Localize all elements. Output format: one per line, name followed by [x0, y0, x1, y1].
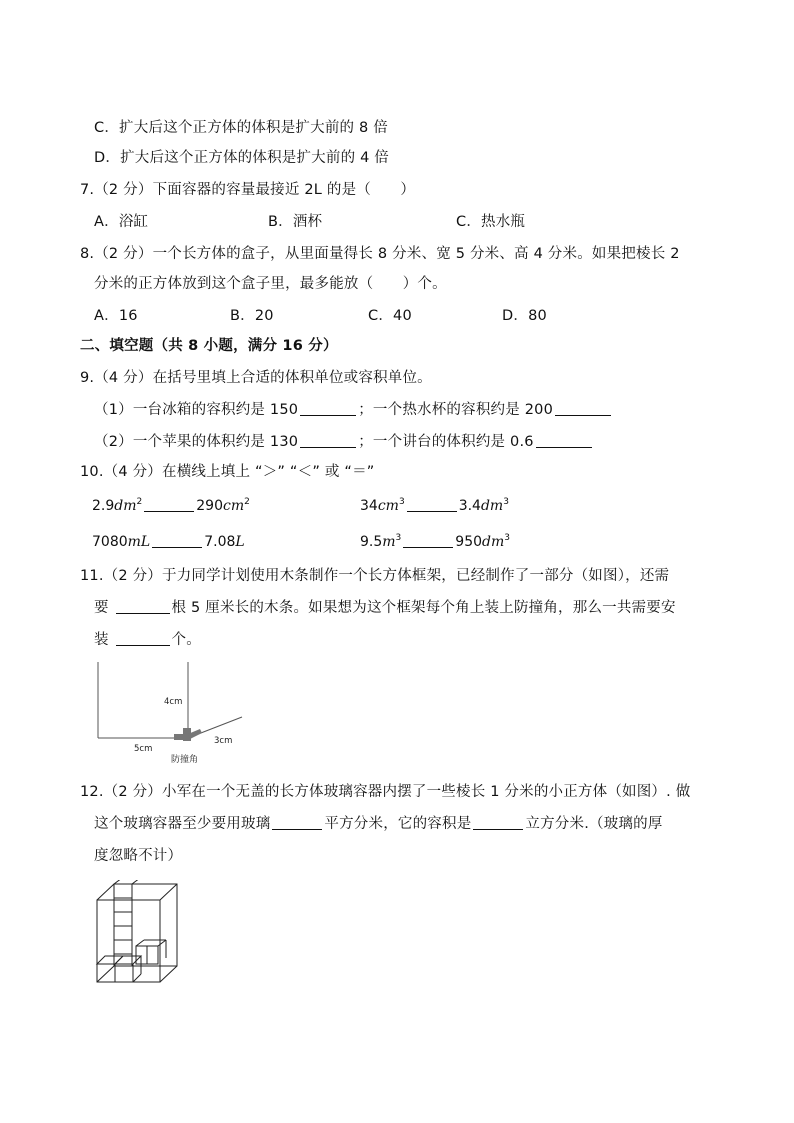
- q8-option-d: D．80: [502, 308, 547, 324]
- answer-blank[interactable]: [152, 533, 202, 548]
- q9-part1-b: ；一个热水杯的容积约是 200: [358, 402, 554, 418]
- value: 290: [196, 498, 223, 514]
- q10-compare-4: [360, 532, 510, 552]
- unit: cm: [377, 498, 399, 514]
- answer-blank[interactable]: [272, 815, 322, 830]
- value: 3.4: [458, 498, 481, 514]
- value: 950: [455, 534, 483, 550]
- unit: m: [382, 534, 396, 550]
- exponent: 2: [136, 497, 143, 507]
- text: 平方分米，它的容积是: [324, 816, 472, 832]
- section-title: 二、填空题（共 8 小题，满分 16 分）: [80, 338, 338, 354]
- q8-stem-line2: 分米的正方体放到这个盒子里，最多能放（ ）个。: [94, 276, 447, 292]
- q12-glass-container-figure: [92, 880, 192, 990]
- value: 7080: [92, 534, 128, 550]
- answer-blank[interactable]: [144, 497, 194, 512]
- unit: cm: [222, 498, 245, 514]
- answer-blank[interactable]: [116, 599, 170, 614]
- q6-option-c: C．扩大后这个正方体的体积是扩大前的 8 倍: [94, 120, 388, 136]
- label-4cm: 4cm: [164, 697, 183, 707]
- value: 2.9: [92, 498, 115, 514]
- cube-row: [115, 964, 133, 982]
- exponent: 2: [244, 497, 250, 507]
- q9-part2-b: ；一个讲台的体积约是 0.6: [358, 434, 534, 450]
- q12-line1: 12.（2 分）小军在一个无盖的长方体玻璃容器内摆了一些棱长 1 分米的小正方体（如图）. 做: [80, 784, 691, 800]
- q10-compare-1: [92, 496, 250, 516]
- answer-blank[interactable]: [300, 433, 356, 448]
- answer-blank[interactable]: [555, 401, 611, 416]
- q7-option-b: B．酒杯: [268, 214, 323, 230]
- unit: mL: [127, 534, 151, 550]
- container-edge: [97, 966, 114, 982]
- container-edge: [160, 966, 177, 982]
- q9-part1-a: （1）一台冰箱的容积约是 150: [94, 402, 299, 418]
- unit: dm: [482, 534, 505, 550]
- answer-blank[interactable]: [473, 815, 523, 830]
- q7-stem: 7.（2 分）下面容器的容量最接近 2L 的是（ ）: [80, 182, 416, 198]
- answer-blank[interactable]: [116, 631, 170, 646]
- q11-line3: [94, 630, 201, 650]
- q9-stem: 9.（4 分）在括号里填上合适的体积单位或容积单位。: [80, 370, 432, 386]
- q8-stem-line1: 8.（2 分）一个长方体的盒子，从里面量得长 8 分米、宽 5 分米、高 4 分米。如果把棱长 2: [80, 246, 680, 262]
- exponent: 3: [504, 533, 510, 543]
- q7-option-c: C．热水瓶: [456, 214, 526, 230]
- exponent: 3: [395, 533, 402, 543]
- unit: dm: [480, 498, 504, 514]
- answer-blank[interactable]: [300, 401, 356, 416]
- text: 个。: [171, 632, 201, 648]
- q8-option-b: B．20: [230, 308, 274, 324]
- answer-blank[interactable]: [407, 497, 457, 512]
- q6-option-d: D．扩大后这个正方体的体积是扩大前的 4 倍: [94, 150, 390, 166]
- q10-compare-3: [92, 532, 245, 552]
- label-corner-guard: 防撞角: [171, 755, 199, 765]
- text: 根 5 厘米长的木条。如果想为这个框架每个角上装上防撞角，那么一共需要安: [171, 600, 676, 616]
- q11-line2: [94, 598, 676, 618]
- container-edge: [160, 884, 177, 900]
- q11-line1: 11.（2 分）于力同学计划使用木条制作一个长方体框架，已经制作了一部分（如图），还需: [80, 568, 670, 584]
- container-edge: [97, 884, 114, 900]
- q12-line2: [94, 814, 663, 834]
- unit: dm: [114, 498, 137, 514]
- corner-guard: [174, 734, 188, 740]
- value: 34: [360, 498, 378, 514]
- answer-blank[interactable]: [536, 433, 592, 448]
- q9-part1: [94, 400, 613, 420]
- q8-option-a: A．16: [94, 308, 138, 324]
- q10-stem: 10.（4 分）在横线上填上 “＞” “＜” 或 “＝”: [80, 464, 375, 480]
- text: 立方分米.（玻璃的厚: [525, 816, 663, 832]
- value: 9.5: [360, 534, 383, 550]
- q10-compare-2: [360, 496, 509, 516]
- unit: L: [235, 534, 245, 550]
- text: 这个玻璃容器至少要用玻璃: [94, 816, 271, 832]
- label-5cm: 5cm: [134, 744, 153, 754]
- label-3cm: 3cm: [214, 736, 233, 746]
- q11-frame-figure: [90, 660, 260, 770]
- value: 7.08: [204, 534, 236, 550]
- q12-line3: 度忽略不计）: [94, 848, 183, 864]
- q7-option-a: A．浴缸: [94, 214, 149, 230]
- q9-part2: [94, 432, 594, 452]
- q9-part2-a: （2）一个苹果的体积约是 130: [94, 434, 299, 450]
- q8-option-c: C．40: [368, 308, 412, 324]
- answer-blank[interactable]: [403, 533, 453, 548]
- text: 装: [94, 632, 114, 648]
- exponent: 3: [398, 497, 405, 507]
- exponent: 3: [503, 497, 509, 507]
- text: 要: [94, 600, 114, 616]
